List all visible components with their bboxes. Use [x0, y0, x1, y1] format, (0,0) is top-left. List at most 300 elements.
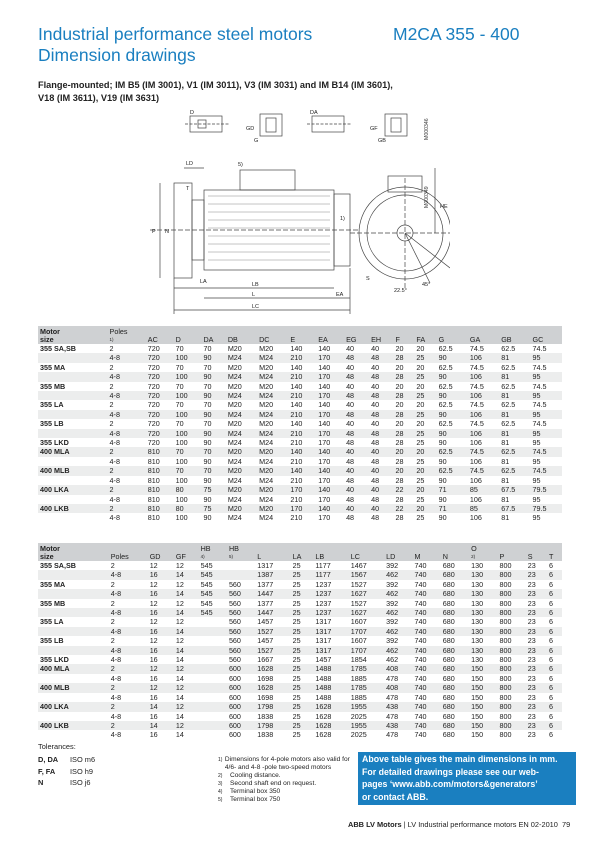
table-cell: M24 — [257, 410, 288, 419]
table-cell: 79.5 — [531, 485, 562, 494]
table-row — [38, 655, 562, 664]
table-cell: M24 — [259, 475, 274, 485]
table-cell: 800 — [497, 721, 525, 730]
table-cell: 740 — [414, 636, 427, 646]
table-cell: 28 — [393, 353, 414, 362]
table-cell: 1627 — [349, 608, 384, 617]
table-cell: 62.5 — [437, 466, 468, 475]
label-P: P — [152, 229, 156, 235]
table-cell: M20 — [226, 485, 257, 494]
table-cell: 130 — [469, 570, 497, 579]
table-cell: 70 — [203, 400, 212, 410]
motor-size-cell: 400 LKA — [38, 702, 109, 711]
table-cell: 680 — [441, 646, 469, 655]
table-cell: 2 — [109, 344, 114, 353]
table-cell: 130 — [469, 608, 497, 617]
table-cell: 1628 — [313, 702, 348, 711]
table-cell: 16 — [148, 608, 174, 617]
table-cell: 100 — [174, 429, 202, 438]
table-cell: 800 — [497, 646, 525, 655]
col-header: T — [547, 543, 562, 561]
table-cell: 4-8 — [108, 410, 146, 419]
table-cell: 740 — [414, 711, 427, 721]
table-cell: 170 — [316, 410, 344, 419]
col-header: F — [393, 326, 414, 344]
table-cell: 1467 — [350, 561, 367, 570]
table-cell: 438 — [384, 702, 412, 711]
table-cell: 62.5 — [437, 447, 468, 456]
table-cell: 12 — [149, 598, 158, 608]
motor-size-cell: 400 MLB — [38, 466, 108, 475]
table-cell: 462 — [384, 589, 412, 598]
col-header: G — [437, 326, 468, 344]
table-cell: 140 — [290, 362, 303, 372]
col-header: GC — [531, 326, 562, 344]
table-cell: 23 — [526, 702, 547, 711]
table-cell: 1628 — [255, 683, 290, 692]
table-row — [38, 646, 562, 655]
table-cell: 2 — [108, 485, 146, 494]
table-row — [38, 363, 562, 372]
table-row — [38, 730, 562, 739]
table-cell: 48 — [344, 429, 369, 438]
table-cell: 800 — [499, 730, 512, 740]
table-cell: 48 — [346, 513, 355, 523]
table-cell: 740 — [414, 617, 427, 627]
table-cell: 680 — [442, 692, 455, 702]
col-header: GD — [148, 543, 174, 561]
table-cell: 170 — [318, 438, 331, 448]
table-cell: M20 — [227, 362, 242, 372]
table-cell: 740 — [412, 664, 440, 673]
table-cell: 680 — [442, 636, 455, 646]
table-cell: 170 — [318, 513, 331, 523]
table-cell: 140 — [318, 362, 331, 372]
col-header: S — [526, 543, 547, 561]
table-cell: 720 — [146, 353, 174, 362]
col-poles: Poles — [109, 543, 148, 561]
col-header-O: O $^{2)}$ — [469, 543, 497, 561]
table-row — [38, 608, 562, 617]
table-cell: 740 — [412, 627, 440, 636]
table-cell: M20 — [257, 485, 288, 494]
motor-size-cell: 355 SA,SB — [40, 561, 76, 570]
info-line: For detailed drawings please see our web- — [362, 766, 539, 777]
label-D: D — [190, 110, 194, 116]
table-cell: 1317 — [257, 561, 274, 570]
table-row — [38, 627, 562, 636]
table-cell: 48 — [371, 513, 380, 523]
table-row — [38, 702, 562, 711]
table-cell: 1628 — [315, 730, 332, 740]
table-cell: 106 — [469, 494, 482, 504]
col-header: GB — [499, 326, 530, 344]
col-header: LD — [384, 543, 412, 561]
label-angle2: 45° — [422, 282, 431, 288]
table-cell: 130 — [471, 655, 484, 665]
table-cell: 800 — [499, 579, 512, 589]
table-cell: 23 — [527, 730, 536, 740]
table-cell: 95 — [531, 372, 562, 381]
table-cell: 800 — [497, 627, 525, 636]
page-number: 79 — [562, 820, 571, 829]
table-cell — [199, 636, 227, 645]
table-cell: 23 — [527, 673, 536, 683]
table-cell: 210 — [290, 475, 303, 485]
table-cell: 1955 — [349, 721, 384, 730]
table-cell: 25 — [416, 438, 425, 448]
table-cell: M20 — [226, 447, 257, 456]
table-cell: 70 — [174, 447, 202, 456]
table-cell: 95 — [531, 410, 562, 419]
table-cell — [199, 683, 227, 692]
table-cell — [199, 721, 227, 730]
table-cell: 6 — [547, 664, 562, 673]
motor-size-cell — [38, 646, 109, 655]
table-cell: 81 — [501, 494, 510, 504]
table-row — [38, 599, 562, 608]
table-cell: 106 — [468, 391, 499, 400]
table-cell: 14 — [175, 692, 184, 702]
info-line: or contact ABB. — [362, 791, 429, 802]
table-cell: 810 — [146, 447, 174, 456]
table-cell: 4-8 — [110, 711, 122, 721]
table-cell: 81 — [501, 456, 510, 466]
info-box — [358, 752, 576, 805]
table-cell: 680 — [442, 579, 455, 589]
table-row — [38, 476, 562, 485]
table-cell: 25 — [416, 475, 425, 485]
table-cell: 680 — [442, 711, 455, 721]
table-cell: 1377 — [257, 598, 274, 608]
table-cell: 1707 — [349, 627, 384, 636]
table-cell: 1607 — [350, 636, 367, 646]
table-row — [38, 495, 562, 504]
table-row — [38, 721, 562, 730]
table-cell: M24 — [226, 429, 257, 438]
table-cell: M24 — [227, 438, 242, 448]
table-cell: 6 — [547, 627, 562, 636]
motor-size-cell — [38, 570, 109, 579]
motor-size-cell — [38, 674, 109, 683]
table-cell: 90 — [201, 372, 225, 381]
table-cell: 12 — [149, 617, 158, 627]
table-cell: 106 — [469, 513, 482, 523]
table-cell: 720 — [147, 344, 160, 353]
table-cell: 1955 — [349, 702, 384, 711]
table-cell: 23 — [526, 589, 547, 598]
table-cell: 74.5 — [469, 419, 484, 429]
table-cell: 2 — [109, 419, 114, 429]
table-cell: 740 — [412, 646, 440, 655]
table-cell: 1317 — [313, 646, 348, 655]
table-cell: 90 — [201, 391, 225, 400]
table-cell: 6 — [547, 646, 562, 655]
table-cell: 130 — [471, 579, 484, 589]
motor-size-cell: 355 LKD — [40, 655, 69, 665]
table-cell: 130 — [471, 598, 484, 608]
table-cell: 70 — [175, 381, 184, 391]
table-cell: 1237 — [313, 608, 348, 617]
table-cell: 25 — [291, 589, 314, 598]
table-cell: 1447 — [255, 608, 290, 617]
table-cell: 100 — [174, 391, 202, 400]
table-cell: 23 — [527, 655, 536, 665]
table-cell: 40 — [344, 504, 369, 513]
label-GF: GF — [370, 126, 378, 132]
table-cell: 28 — [393, 372, 414, 381]
table-cell: 40 — [344, 485, 369, 494]
table-cell — [199, 730, 227, 739]
table-cell: 4-8 — [110, 655, 122, 665]
table-cell: 23 — [527, 711, 536, 721]
mounting-line-1: Flange-mounted; IM B5 (IM 3001), V1 (IM 3011), V3 (IM 3031) and IM B14 (IM 3601), — [38, 80, 393, 90]
table-cell: 6 — [547, 589, 562, 598]
table-cell: 100 — [174, 353, 202, 362]
table-cell: 6 — [547, 702, 562, 711]
table-cell: 75 — [201, 504, 225, 513]
table-row — [38, 664, 562, 673]
table-cell: 48 — [344, 391, 369, 400]
table-cell: 14 — [175, 730, 184, 740]
table-cell: 740 — [414, 673, 427, 683]
table-cell: 800 — [497, 608, 525, 617]
table-cell: 48 — [371, 475, 380, 485]
table-cell: 14 — [148, 721, 174, 730]
table-cell: 74.5 — [531, 447, 562, 456]
table-cell: 20 — [416, 362, 425, 372]
label-LB: LB — [252, 282, 259, 288]
col-header: LA — [291, 543, 314, 561]
table-cell: 90 — [203, 513, 212, 523]
table-cell: M24 — [259, 456, 274, 466]
table-cell: M20 — [227, 419, 242, 429]
table-cell: 20 — [414, 447, 436, 456]
table-cell: 90 — [438, 475, 447, 485]
table-cell: 6 — [549, 711, 554, 721]
table-cell: 48 — [346, 438, 355, 448]
table-cell: 28 — [393, 429, 414, 438]
table-cell: 6 — [547, 683, 562, 692]
table-cell: 1785 — [349, 664, 384, 673]
table-cell: 48 — [369, 410, 393, 419]
table-cell: 1177 — [313, 570, 348, 579]
motor-size-cell: 355 MB — [40, 381, 66, 391]
table-cell: 140 — [290, 344, 303, 353]
table-cell: 720 — [147, 419, 160, 429]
table-cell: 140 — [290, 419, 303, 429]
table-cell: 70 — [203, 344, 212, 353]
table-row — [38, 504, 562, 513]
tolerance-row: F, FA ISO h9 — [38, 766, 94, 776]
table-cell: 2 — [110, 598, 115, 608]
table-row — [38, 382, 562, 391]
motor-size-cell: 400 MLA — [38, 664, 109, 673]
motor-size-cell — [38, 627, 109, 636]
table-cell: 2 — [110, 579, 115, 589]
table-cell: 12 — [175, 579, 184, 589]
table-cell: 70 — [201, 466, 225, 475]
table-cell: 80 — [174, 504, 202, 513]
table-cell: 560 — [227, 608, 255, 617]
table-cell: 16 — [148, 646, 174, 655]
table-cell: 16 — [148, 627, 174, 636]
table-cell: 20 — [395, 419, 404, 429]
table-cell: 74.5 — [469, 381, 484, 391]
table-cell: 6 — [549, 636, 554, 646]
col-header: E — [288, 326, 316, 344]
table-cell: 560 — [228, 636, 241, 646]
table-cell: 210 — [290, 513, 303, 523]
label-note5: 5) — [238, 162, 243, 168]
motor-size-cell: 355 LA — [40, 400, 64, 410]
table-cell: 23 — [527, 636, 536, 646]
table-cell: 462 — [384, 570, 412, 579]
table-cell: 1488 — [315, 673, 332, 683]
table-row — [38, 410, 562, 419]
label-LD: LD — [186, 161, 194, 167]
motor-size-cell — [38, 712, 109, 721]
table-cell: 81 — [499, 353, 530, 362]
table-cell: 140 — [316, 447, 344, 456]
table-cell: 62.5 — [438, 381, 453, 391]
table-cell: 600 — [228, 692, 241, 702]
table-cell: 392 — [386, 579, 399, 589]
table-cell: 560 — [228, 655, 241, 665]
table-cell: 1317 — [315, 617, 332, 627]
table-cell: M20 — [257, 466, 288, 475]
table-cell: 810 — [146, 466, 174, 475]
table-cell: 800 — [499, 636, 512, 646]
table-cell — [199, 646, 227, 655]
table-cell: 28 — [395, 494, 404, 504]
table-cell: 130 — [469, 589, 497, 598]
motor-size-cell: 355 LB — [40, 419, 64, 429]
table-cell: 740 — [414, 655, 427, 665]
table-cell: 6 — [549, 673, 554, 683]
col-motor-size: Motor size — [38, 543, 109, 561]
table-cell: 48 — [369, 353, 393, 362]
motor-size-cell — [38, 429, 108, 438]
table-cell: 12 — [148, 664, 174, 673]
table-cell: 6 — [549, 617, 554, 627]
table-cell: 1628 — [313, 721, 348, 730]
table-cell: 140 — [318, 400, 331, 410]
footer-text: | LV Industrial performance motors EN 02-2010 — [401, 820, 558, 829]
table-cell: 40 — [371, 362, 380, 372]
table-cell: 6 — [549, 730, 554, 740]
table-cell: 600 — [227, 683, 255, 692]
table-cell: 95 — [532, 494, 541, 504]
table-cell: 67.5 — [499, 485, 530, 494]
table-cell: 740 — [412, 721, 440, 730]
table-cell: 23 — [527, 692, 536, 702]
table-cell: 40 — [369, 466, 393, 475]
table-cell: 25 — [291, 608, 314, 617]
table-cell — [227, 561, 255, 570]
table-cell: 720 — [146, 372, 174, 381]
table-cell: 4-8 — [109, 438, 120, 448]
table-cell: M20 — [227, 344, 242, 353]
table-cell: 1667 — [257, 655, 274, 665]
table-cell: 210 — [290, 438, 303, 448]
table-cell: 2025 — [350, 711, 367, 721]
table-cell: 71 — [437, 504, 468, 513]
table-cell: 4-8 — [109, 627, 148, 636]
table-cell: 4-8 — [109, 475, 120, 485]
table-cell: 140 — [288, 447, 316, 456]
col-header: DB — [226, 326, 257, 344]
table-row — [38, 391, 562, 400]
col-header: LC — [349, 543, 384, 561]
table-cell: 100 — [175, 494, 188, 504]
table-cell: 720 — [147, 400, 160, 410]
table-cell: 1838 — [257, 711, 274, 721]
tolerance-row: N ISO j6 — [38, 778, 91, 788]
table-cell: 810 — [147, 475, 160, 485]
table-cell: M24 — [257, 353, 288, 362]
motor-size-cell: 355 LKD — [40, 438, 69, 448]
table-cell: 74.5 — [468, 447, 499, 456]
table-cell: M24 — [259, 438, 274, 448]
table-cell: 90 — [437, 429, 468, 438]
table-cell: 1698 — [257, 692, 274, 702]
table-cell: 408 — [384, 664, 412, 673]
table-cell: 140 — [290, 381, 303, 391]
table-cell: 20 — [395, 362, 404, 372]
table-cell: 90 — [437, 410, 468, 419]
table-cell: 40 — [346, 344, 355, 353]
table-cell: 23 — [526, 721, 547, 730]
motor-size-cell — [38, 589, 109, 598]
table-cell: 95 — [532, 475, 541, 485]
table-row — [38, 457, 562, 466]
table-cell: 23 — [526, 683, 547, 692]
table-cell: 1854 — [350, 655, 367, 665]
table-cell: 40 — [371, 381, 380, 391]
page-title: Industrial performance steel motors — [38, 24, 313, 44]
table-row — [38, 447, 562, 456]
table-cell: 4-8 — [108, 372, 146, 381]
table-cell: 392 — [386, 617, 399, 627]
col-header: EG — [344, 326, 369, 344]
table-cell: 560 — [227, 627, 255, 636]
table-cell: 14 — [175, 711, 184, 721]
table-cell: 70 — [203, 362, 212, 372]
table-row — [38, 617, 562, 626]
table-cell: 600 — [228, 711, 241, 721]
table-cell: 150 — [469, 664, 497, 673]
table-cell: 150 — [471, 711, 484, 721]
table-cell: 680 — [441, 664, 469, 673]
table-cell: 1488 — [313, 664, 348, 673]
table-cell: 740 — [412, 608, 440, 617]
table-cell: M24 — [227, 456, 242, 466]
table-cell: 28 — [395, 513, 404, 523]
table-cell: 62.5 — [438, 362, 453, 372]
table-cell: 14 — [174, 589, 199, 598]
table-row — [38, 693, 562, 702]
table-cell: 560 — [228, 617, 241, 627]
table-cell: 25 — [291, 570, 314, 579]
table-cell: 130 — [471, 636, 484, 646]
table-cell: 150 — [469, 721, 497, 730]
table-cell: 680 — [442, 598, 455, 608]
table-cell: 740 — [414, 730, 427, 740]
table-row — [38, 419, 562, 428]
table-cell: 545 — [199, 589, 227, 598]
table-cell: M20 — [227, 381, 242, 391]
